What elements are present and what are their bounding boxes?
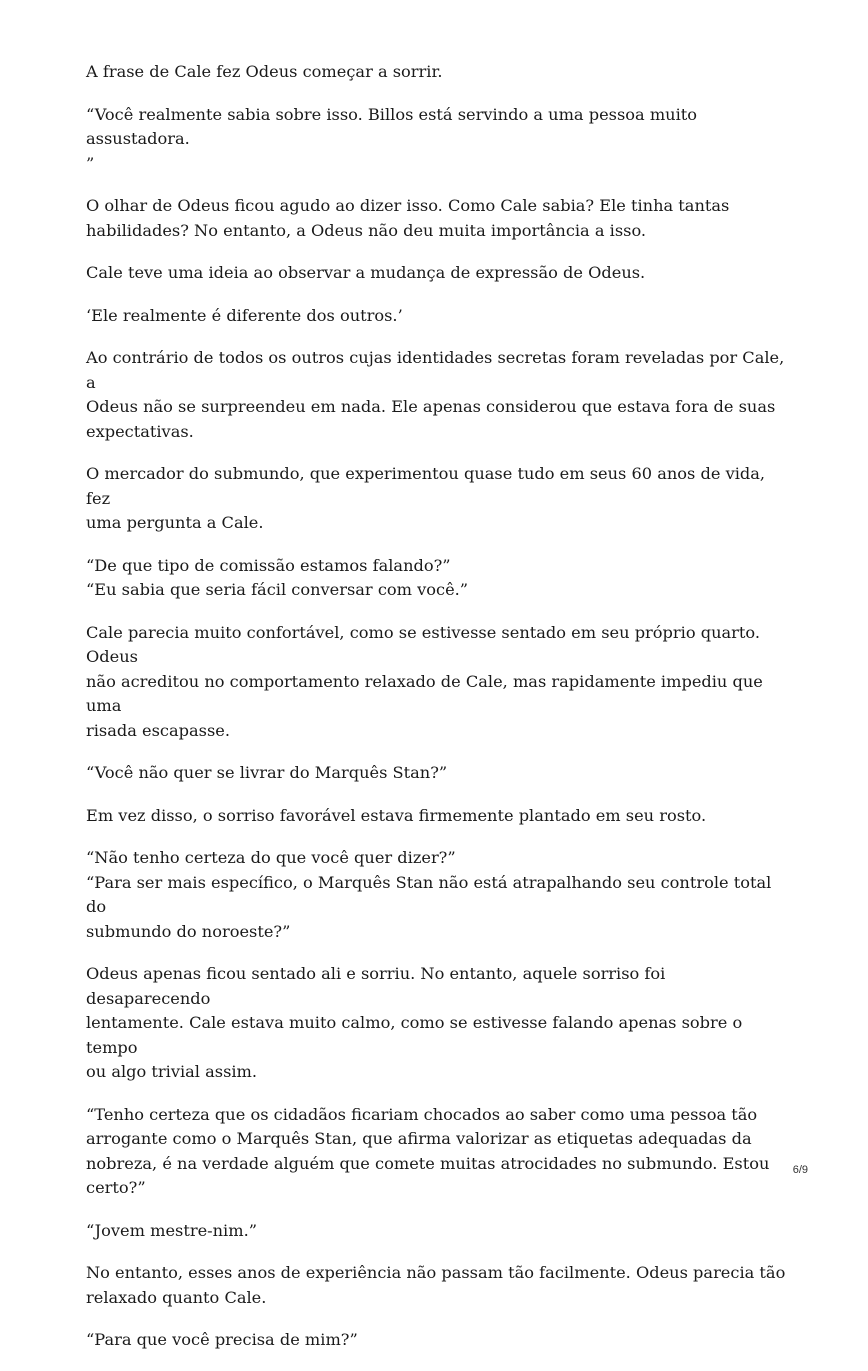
paragraph: O mercador do submundo, que experimentou quase tudo em seus 60 anos de vida, fez uma pergunta a Cale.: [86, 464, 766, 532]
paragraph: “Você não quer se livrar do Marquês Stan?”: [86, 763, 448, 782]
document-body: [86, 60, 786, 1371]
paragraph: O olhar de Odeus ficou agudo ao dizer isso. Como Cale sabia? Ele tinha tantas habilidades? No entanto, a Odeus não deu muita importância a isso.: [86, 196, 730, 240]
paragraph: “Para que você precisa de mim?”: [86, 1330, 358, 1349]
paragraph: Cale teve uma ideia ao observar a mudança de expressão de Odeus.: [86, 263, 646, 282]
paragraph: “Não tenho certeza do que você quer dizer?” “Para ser mais específico, o Marquês Stan não está atrapalhando seu controle total do submundo do noroeste?”: [86, 848, 772, 941]
paragraph: “Você realmente sabia sobre isso. Billos está servindo a uma pessoa muito assustadora. ”: [86, 104, 698, 173]
paragraph: A frase de Cale fez Odeus começar a sorrir.: [86, 62, 443, 81]
paragraph: Ao contrário de todos os outros cujas identidades secretas foram reveladas por Cale, a Odeus não se surpreendeu em nada. Ele apenas considerou que estava fora de suas expectativas.: [86, 348, 785, 441]
paragraph: ‘Ele realmente é diferente dos outros.’: [86, 305, 403, 325]
paragraph: No entanto, esses anos de experiência não passam tão facilmente. Odeus parecia tão relaxado quanto Cale.: [86, 1263, 786, 1307]
paragraph: Odeus apenas ficou sentado ali e sorriu. No entanto, aquele sorriso foi desaparecendo lentamente. Cale estava muito calmo, como se estivesse falando apenas sobre o tempo ou algo trivial assim.: [86, 964, 743, 1081]
paragraph: “De que tipo de comissão estamos falando?” “Eu sabia que seria fácil conversar com você.”: [86, 555, 469, 599]
paragraph: “Tenho certeza que os cidadãos ficariam chocados ao saber como uma pessoa tão arrogante como o Marquês Stan, que afirma valorizar as etiquetas adequadas da nobreza, é na verdade alguém que comete muitas atrocidades no submundo. Estou certo?”: [86, 1104, 770, 1197]
paragraph: Em vez disso, o sorriso favorável estava firmemente plantado em seu rosto.: [86, 805, 707, 825]
paragraph: “Jovem mestre-nim.”: [86, 1220, 258, 1240]
paragraph: Cale parecia muito confortável, como se estivesse sentado em seu próprio quarto. Odeus não acreditou no comportamento relaxado de Cale, mas rapidamente impediu que uma risada escapasse.: [86, 622, 763, 740]
page-number: 6/9: [792, 1164, 808, 1176]
